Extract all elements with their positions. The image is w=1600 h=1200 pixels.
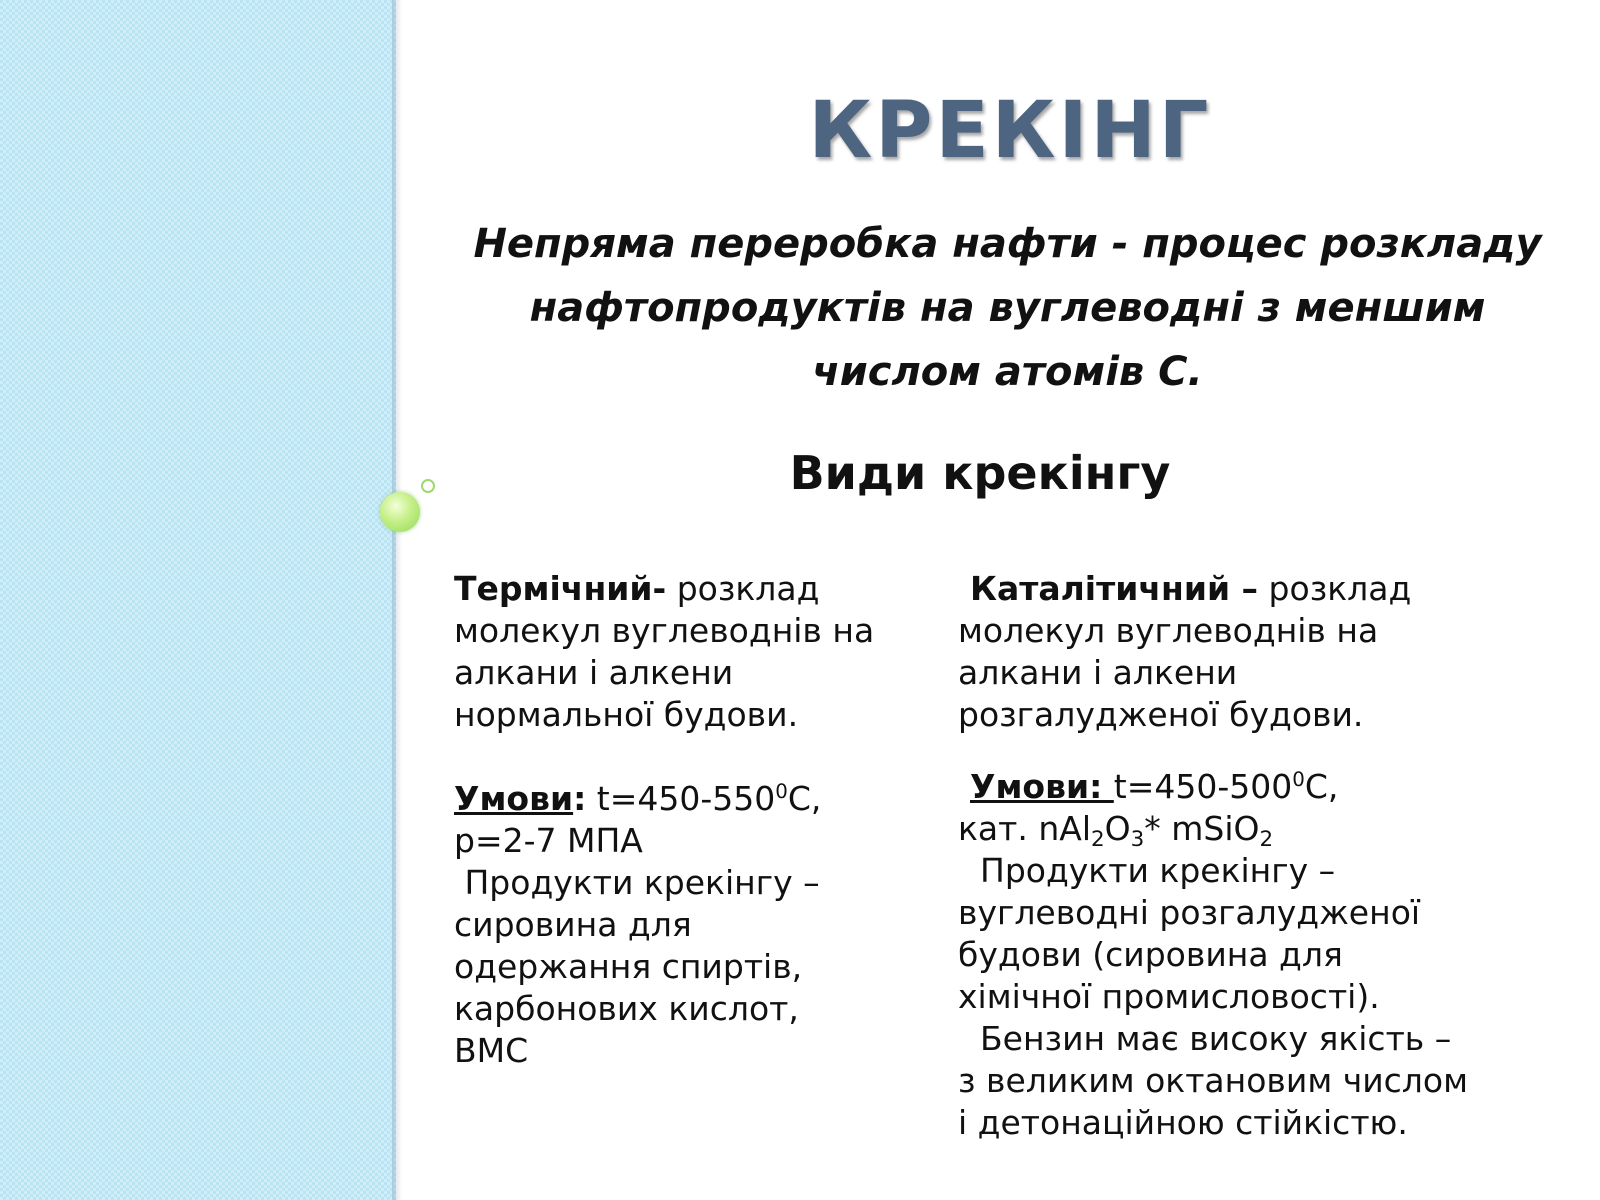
thermal-desc-start: розклад bbox=[666, 569, 820, 608]
catalytic-term: Каталітичний – bbox=[970, 569, 1259, 608]
thermal-description-line: нормальної будови. bbox=[454, 695, 799, 734]
decorative-circle-small bbox=[421, 479, 435, 493]
definition-line: числом атомів С. bbox=[812, 349, 1203, 395]
thermal-products-line: Продукти крекінгу – bbox=[454, 863, 820, 902]
catalytic-conditions-label: Умови: bbox=[970, 767, 1114, 806]
catalytic-conditions-line: Умови: $t=450-500^0С$, bbox=[970, 767, 1339, 806]
thermal-products-line: одержання спиртів, bbox=[454, 947, 803, 986]
decorative-circle-large bbox=[380, 492, 420, 532]
catalytic-description-line bbox=[958, 568, 1588, 610]
catalyst-formula: кат. $nAl_2O_3*$ mSiO$_2$ bbox=[958, 809, 1274, 852]
catalytic-description-line: молекул вуглеводнів на bbox=[958, 611, 1379, 650]
types-heading: Види крекінгу bbox=[789, 446, 1171, 500]
catalytic-cracking-column bbox=[958, 568, 1588, 1144]
thermal-products-line: карбонових кислот, bbox=[454, 989, 799, 1028]
catalytic-description-line: алкани і алкени bbox=[958, 653, 1238, 692]
thermal-temperature: t=450-550 bbox=[586, 779, 776, 818]
thermal-conditions-line: Умови: $t=450-550^0С$, bbox=[454, 779, 822, 818]
catalytic-products-line: Продукти крекінгу – bbox=[980, 851, 1336, 890]
benzine-line: з великим октановим числом bbox=[958, 1061, 1468, 1100]
catalytic-description-line: розгалудженої будови. bbox=[958, 695, 1364, 734]
thermal-description-line: алкани і алкени bbox=[454, 653, 734, 692]
thermal-conditions-label: Умови bbox=[454, 779, 574, 818]
thermal-description-line bbox=[454, 568, 924, 610]
benzine-line: і детонаційною стійкістю. bbox=[958, 1103, 1408, 1142]
thermal-term: Термічний- bbox=[454, 569, 667, 608]
catalytic-products-line: будови (сировина для bbox=[958, 935, 1343, 974]
thermal-products-line: сировина для bbox=[454, 905, 692, 944]
catalytic-products-line: хімічної промисловості). bbox=[958, 977, 1380, 1016]
slide-title: КРЕКІНГ bbox=[808, 86, 1212, 176]
benzine-line: Бензин має високу якість – bbox=[980, 1019, 1452, 1058]
side-panel-shadow bbox=[392, 0, 402, 1200]
definition-text bbox=[445, 212, 1570, 404]
thermal-products-line: ВМС bbox=[454, 1031, 529, 1070]
catalytic-desc-start: розклад bbox=[1258, 569, 1412, 608]
definition-line: Непряма переробка нафти - процес розкладу bbox=[473, 221, 1542, 267]
thermal-description-line: молекул вуглеводнів на bbox=[454, 611, 875, 650]
thermal-pressure: p=2-7 МПА bbox=[454, 821, 643, 860]
catalytic-temperature: t=450-500 bbox=[1113, 767, 1293, 806]
definition-line: нафтопродуктів на вуглеводні з меншим bbox=[529, 285, 1486, 331]
catalytic-products-line: вуглеводні розгалудженої bbox=[958, 893, 1421, 932]
side-decorative-panel bbox=[0, 0, 396, 1200]
thermal-cracking-column bbox=[454, 568, 924, 1072]
